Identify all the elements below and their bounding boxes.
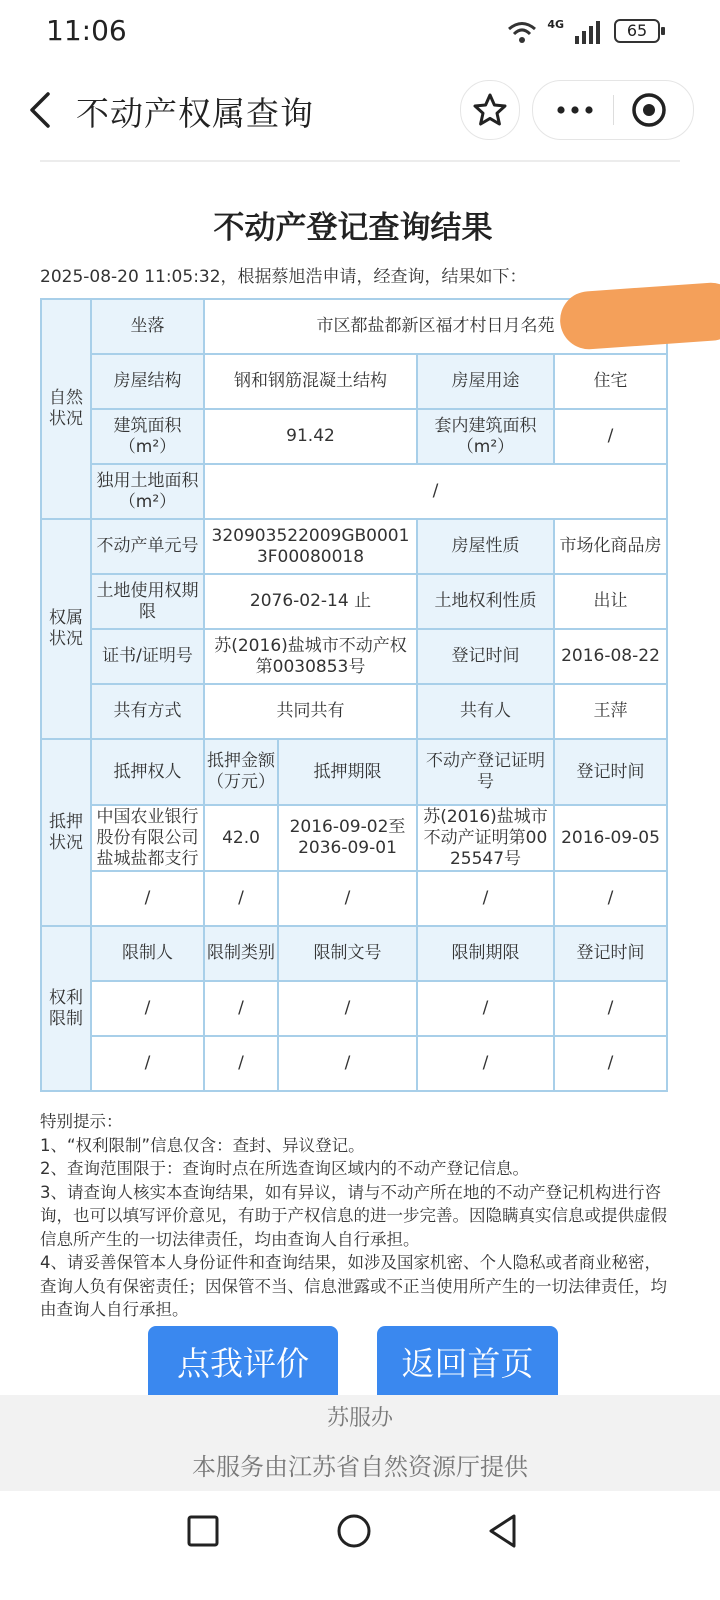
star-icon [461,81,519,139]
restriction-cell: / [91,981,204,1036]
restriction-header: 登记时间 [554,926,667,981]
home-button[interactable]: 返回首页 [377,1326,558,1401]
location-value: 市区都盐都新区福才村日月名苑 [204,299,667,354]
mortgage-header: 抵押金额（万元） [204,739,278,805]
property-nature-value: 市场化商品房 [554,519,667,574]
mortgage-cell: 苏(2016)盐城市不动产证明第0025547号 [417,805,554,871]
land-nature-value: 出让 [554,574,667,629]
more-icon[interactable] [533,81,613,139]
inner-area-value: / [554,409,667,464]
mortgage-cell: / [278,871,417,926]
battery-icon: 65 [614,19,660,43]
cert-value: 苏(2016)盐城市不动产权第0030853号 [204,629,417,684]
wifi-icon [507,20,537,44]
restriction-header: 限制期限 [417,926,554,981]
status-bar [0,0,720,64]
usage-value: 住宅 [554,354,667,409]
land-area-value: / [204,464,667,519]
restriction-cell: / [417,1036,554,1091]
structure-value: 钢和钢筋混凝土结构 [204,354,417,409]
section-natural: 自然状况 [41,299,91,519]
note-item: 4、请妥善保管本人身份证件和查询结果，如涉及国家机密、个人隐私或者商业秘密，查询人负有保密责任；因保管不当、信息泄露或不正当使用所产生的一切法律责任，均由查询人自行承担。 [40,1253,667,1319]
mortgage-header: 抵押期限 [278,739,417,805]
redaction-mark [558,281,720,351]
restriction-cell: / [91,1036,204,1091]
usage-label: 房屋用途 [417,354,554,409]
mortgage-cell: / [554,871,667,926]
coown-value: 共同共有 [204,684,417,739]
notes-heading: 特别提示： [40,1112,123,1131]
mortgage-cell: 42.0 [204,805,278,871]
recents-icon[interactable] [183,1511,223,1551]
capsule-menu [532,80,694,140]
restriction-cell: / [417,981,554,1036]
reg-time-label: 登记时间 [417,629,554,684]
note-item: 3、请查询人核实本查询结果，如有异议，请与不动产所在地的不动产登记机构进行咨询，也可以填写评价意见，有助于产权信息的进一步完善。因隐瞒真实信息或提供虚假信息所产生的一切法律责任，均由查询人自行承担。 [40,1182,667,1249]
rate-button[interactable]: 点我评价 [148,1326,338,1401]
mortgage-header: 不动产登记证明号 [417,739,554,805]
back-icon[interactable] [22,90,62,130]
mortgage-cell: 中国农业银行股份有限公司盐城盐都支行 [91,805,204,871]
footer-brand: 苏服办 [326,1406,393,1431]
status-icons [507,18,602,46]
structure-label: 房屋结构 [91,354,204,409]
signal-icon [574,20,602,44]
restriction-cell: / [278,1036,417,1091]
section-restriction: 权利限制 [41,926,91,1091]
restriction-header: 限制人 [91,926,204,981]
inner-area-label: 套内建筑面积（m²） [417,409,554,464]
coowner-value: 王萍 [554,684,667,739]
coowner-label: 共有人 [417,684,554,739]
special-notes [40,1110,670,1322]
mortgage-cell: 2016-09-05 [554,805,667,871]
land-nature-label: 土地权利性质 [417,574,554,629]
land-area-label: 独用土地面积（m²） [91,464,204,519]
result-table [40,298,668,1092]
unit-no-value: 320903522009GB00013F00080018 [204,519,417,574]
nav-bar [0,70,720,150]
reg-time-value: 2016-08-22 [554,629,667,684]
home-icon[interactable] [334,1511,374,1551]
land-term-value: 2076-02-14 止 [204,574,417,629]
restriction-header: 限制类别 [204,926,278,981]
footer [0,1395,720,1491]
close-target-icon[interactable] [613,81,693,139]
section-mortgage: 抵押状况 [41,739,91,926]
mortgage-cell: / [204,871,278,926]
mortgage-cell: / [91,871,204,926]
note-item: 2、查询范围限于：查询时点在所选查询区域内的不动产登记信息。 [40,1159,529,1178]
restriction-cell: / [554,981,667,1036]
restriction-cell: / [278,981,417,1036]
restriction-cell: / [554,1036,667,1091]
unit-no-label: 不动产单元号 [91,519,204,574]
footer-provider: 本服务由江苏省自然资源厅提供 [192,1453,528,1481]
area-value: 91.42 [204,409,417,464]
note-item: 1、“权利限制”信息仅含：查封、异议登记。 [40,1135,365,1155]
cert-label: 证书/证明号 [91,629,204,684]
network-type: 4G [547,17,564,31]
page-title: 不动产权属查询 [76,94,314,133]
restriction-cell: / [204,981,278,1036]
back-nav-icon[interactable] [483,1511,523,1551]
section-rights: 权属状况 [41,519,91,739]
result-page [40,160,680,1397]
restriction-header: 限制文号 [278,926,417,981]
status-time: 11:06 [46,14,127,47]
mortgage-cell: 2016-09-02至2036-09-01 [278,805,417,871]
restriction-cell: / [204,1036,278,1091]
mortgage-cell: / [417,871,554,926]
coown-label: 共有方式 [91,684,204,739]
location-label: 坐落 [91,299,204,354]
mortgage-header: 抵押权人 [91,739,204,805]
area-label: 建筑面积（m²） [91,409,204,464]
system-nav-bar [0,1491,720,1600]
result-subtitle: 2025-08-20 11:05:32，根据蔡旭浩申请，经查询，结果如下： [40,267,527,287]
property-nature-label: 房屋性质 [417,519,554,574]
land-term-label: 土地使用权期限 [91,574,204,629]
mortgage-header: 登记时间 [554,739,667,805]
favorite-button[interactable] [460,80,520,140]
result-title: 不动产登记查询结果 [213,210,493,246]
